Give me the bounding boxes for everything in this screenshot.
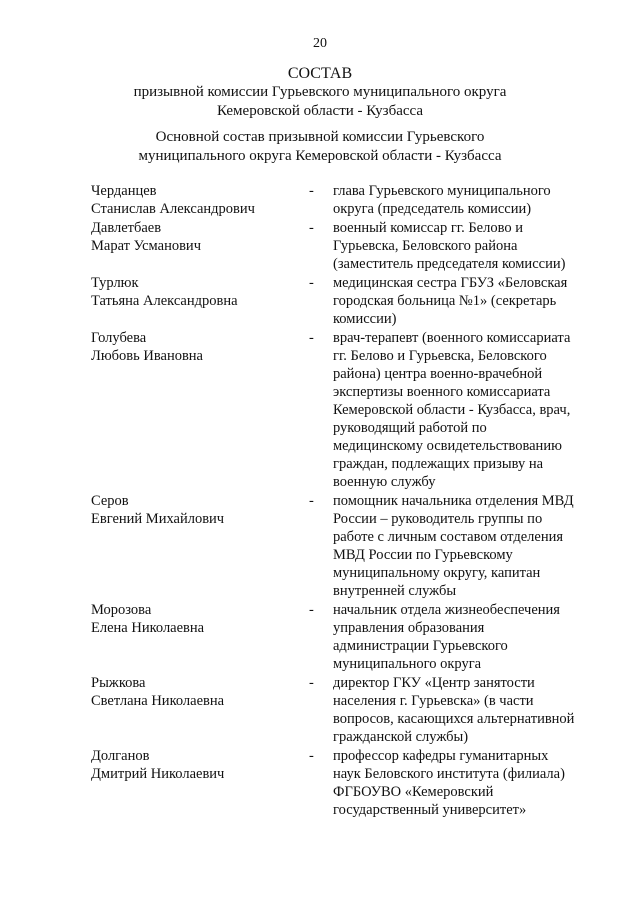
member-given-names: Любовь Ивановна [91,348,203,364]
member-role-line: округа (председатель комиссии) [333,201,532,217]
member-role-line: профессор кафедры гуманитарных [333,748,549,764]
member-role-line: муниципальному округу, капитан [333,565,541,581]
member-role [333,182,591,218]
member-role-line: врач-терапевт (военного комиссариата [333,330,571,346]
member-dash: - [309,675,314,691]
member-role-line: администрации Гурьевского [333,638,508,654]
title-line-1: СОСТАВ [287,65,353,82]
member-given-names: Татьяна Александровна [91,293,238,309]
member-role-line: медицинскому освидетельствованию [333,438,562,454]
section-heading-line-1: Основной состав призывной комиссии Гурьевского [155,129,485,145]
member-name [91,274,309,310]
member-role-line: наук Беловского института (филиала) [333,766,565,782]
member-name [91,219,309,255]
member-dash: - [309,330,314,346]
page-number: 20 [313,36,327,51]
member-role-line: городская больница №1» (секретарь [333,293,557,309]
member-role [333,329,591,491]
member-role-line: (заместитель председателя комиссии) [333,256,566,272]
member-role-line: гражданской службы) [333,729,469,745]
member-name [91,329,309,365]
member-role-line: Кемеровской области - Кузбасса, врач, [333,402,571,418]
member-surname: Голубева [91,330,147,346]
member-role-line: военный комиссар гг. Белово и [333,220,523,236]
member-role-line: гг. Белово и Гурьевска, Беловского [333,348,547,364]
member-dash: - [309,748,314,764]
member-given-names: Станислав Александрович [91,201,255,217]
member-name [91,182,309,218]
member-surname: Давлетбаев [91,220,162,236]
section-heading [0,128,640,166]
member-role-line: директор ГКУ «Центр занятости [333,675,535,691]
member-role-line: района) центра военно-врачебной [333,366,543,382]
member-surname: Турлюк [91,275,139,291]
member-role-line: Гурьевска, Беловского района [333,238,518,254]
member-row [91,274,591,328]
member-dash: - [309,602,314,618]
title-line-2: призывной комиссии Гурьевского муниципального округа [133,84,507,100]
member-surname: Долганов [91,748,150,764]
member-given-names: Евгений Михайлович [91,511,225,527]
member-row [91,674,591,746]
member-role-line: граждан, подлежащих призыву на [333,456,544,472]
member-surname: Серов [91,493,129,509]
member-role-line: России – руководитель группы по [333,511,543,527]
member-role-line: вопросов, касающихся альтернативной [333,711,575,727]
member-role-line: муниципального округа [333,656,482,672]
member-role-line: военную службу [333,474,436,490]
member-role-line: работе с личным составом отделения [333,529,564,545]
document-title [0,64,640,121]
member-role [333,274,591,328]
member-surname: Морозова [91,602,152,618]
member-surname: Рыжкова [91,675,146,691]
member-role [333,601,591,673]
member-row [91,747,591,819]
member-name [91,492,309,528]
member-row [91,182,591,218]
member-name [91,601,309,637]
member-dash: - [309,493,314,509]
member-role-line: начальник отдела жизнеобеспечения [333,602,560,618]
member-role-line: комиссии) [333,311,397,327]
member-role-line: медицинская сестра ГБУЗ «Беловская [333,275,568,291]
member-given-names: Светлана Николаевна [91,693,225,709]
member-role [333,219,591,273]
member-role [333,492,591,600]
member-dash: - [309,183,314,199]
member-role-line: помощник начальника отделения МВД [333,493,574,509]
member-dash: - [309,220,314,236]
member-role-line: государственный университет» [333,802,527,818]
member-role-line: ФГБОУВО «Кемеровский [333,784,494,800]
member-role-line: населения г. Гурьевска» (в части [333,693,534,709]
member-given-names: Дмитрий Николаевич [91,766,225,782]
member-role-line: внутренней службы [333,583,457,599]
member-role-line: МВД России по Гурьевскому [333,547,513,563]
member-surname: Черданцев [91,183,157,199]
member-row [91,601,591,673]
title-line-3: Кемеровской области - Кузбасса [216,103,424,119]
member-row [91,492,591,600]
member-dash: - [309,275,314,291]
members-list [91,182,591,820]
member-role [333,747,591,819]
member-role-line: управления образования [333,620,485,636]
member-role [333,674,591,746]
member-role-line: руководящий работой по [333,420,487,436]
member-row [91,329,591,491]
member-role-line: глава Гурьевского муниципального [333,183,551,199]
section-heading-line-2: муниципального округа Кемеровской области - Кузбасса [138,148,502,164]
member-role-line: экспертизы военного комиссариата [333,384,551,400]
member-name [91,674,309,710]
member-row [91,219,591,273]
member-name [91,747,309,783]
member-given-names: Елена Николаевна [91,620,205,636]
member-given-names: Марат Усманович [91,238,201,254]
